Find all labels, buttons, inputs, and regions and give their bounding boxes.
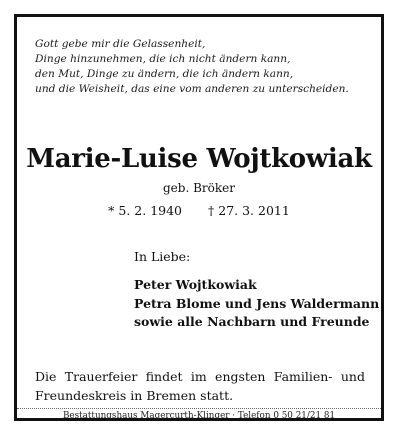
death-date: † 27. 3. 2011 bbox=[208, 203, 290, 218]
deceased-name: Marie-Luise Wojtkowiak bbox=[26, 144, 372, 174]
poem-line: Gott gebe mir die Gelassenheit, bbox=[35, 38, 206, 50]
birth-date: * 5. 2. 1940 bbox=[108, 203, 183, 218]
poem-line: Dinge hinzunehmen, die ich nicht ändern kann, bbox=[35, 53, 291, 65]
birth-name: geb. Bröker bbox=[163, 181, 235, 195]
obituary-notice bbox=[14, 14, 384, 421]
in-love-label: In Liebe: bbox=[134, 249, 191, 264]
mourner-name: sowie alle Nachbarn und Freunde bbox=[134, 314, 370, 329]
funeral-home-footer: Bestattungshaus Magercurth-Klinger · Telefon 0 50 21/21 81 bbox=[62, 411, 336, 421]
mourner-name: Peter Wojtkowiak bbox=[134, 277, 257, 292]
life-dates bbox=[17, 202, 381, 220]
mourners-list bbox=[134, 276, 379, 332]
footer-divider bbox=[17, 408, 381, 409]
poem-line: und die Weisheit, das eine vom anderen zu unterscheiden. bbox=[35, 83, 349, 95]
mourner-name: Petra Blome und Jens Waldermann bbox=[134, 295, 380, 311]
poem-line: den Mut, Dinge zu ändern, die ich ändern kann, bbox=[35, 68, 294, 80]
serenity-poem bbox=[35, 37, 375, 97]
funeral-info: Die Trauerfeier findet im engsten Familien- und Freundeskreis in Bremen statt. bbox=[35, 369, 365, 403]
